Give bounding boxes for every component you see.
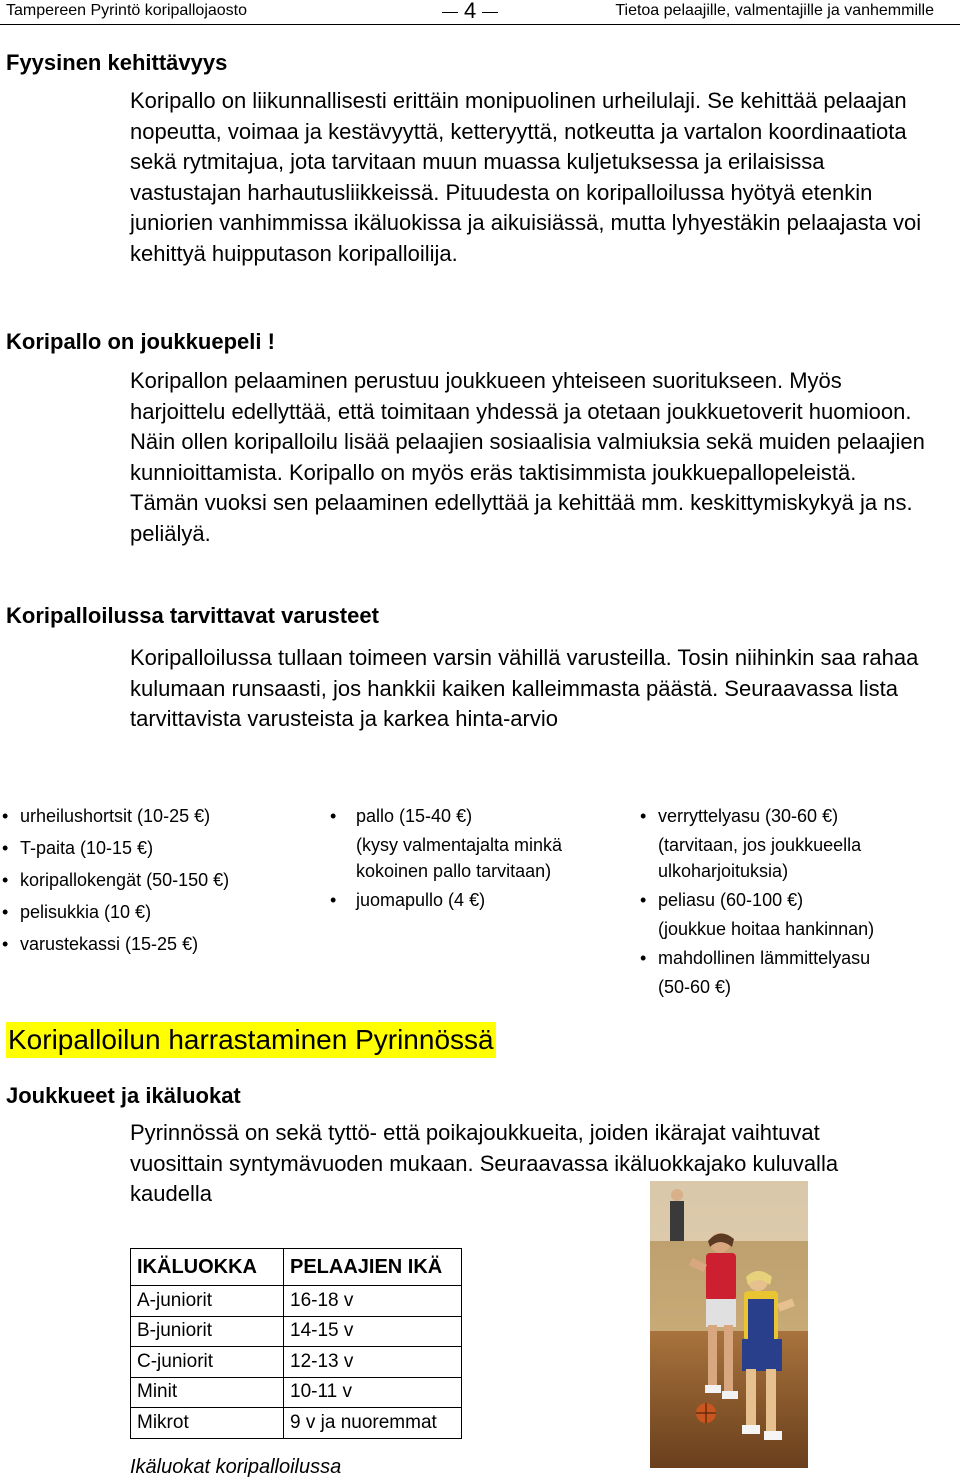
equipment-list-2 [330,800,630,916]
age-class-table [130,1248,462,1439]
table-cell: 16-18 v [284,1286,462,1317]
table-row [131,1408,462,1439]
team-paragraph: Koripallon pelaaminen perustuu joukkueen yhteiseen suoritukseen. Myös harjoittelu edellyttää, että toimitaan yhdessä ja otetaan joukkuetoverit huomioon. Näin ollen koripalloilu lisää pelaajien sosiaalisia valmiuksia sekä muiden pelaajien kunnioittamista. Koripallo on myös eräs taktisimmista joukkuepallopeleistä. Tämän vuoksi sen pelaaminen edellyttää ja kehittää mm. keskittymiskykyä ja ns. peliälyä. [130,368,925,546]
page-number-value: 4 [464,0,477,23]
table-cell: 14-15 v [284,1316,462,1347]
list-item: • T-paita (10-15 €) [2,832,302,864]
basketball-photo [650,1181,808,1468]
list-item: • verryttelyasu (30-60 €) (tarvitaan, jos joukkueella ulkoharjoituksia) [640,800,950,884]
list-item: • pallo (15-40 €) (kysy valmentajalta minkä kokoinen pallo tarvitaan) [330,800,630,884]
table-cell: Mikrot [131,1408,284,1439]
list-item: • juomapullo (4 €) [330,884,630,916]
header-right: Tietoa pelaajille, valmentajille ja vanhemmille [615,2,934,19]
equipment-list-1 [2,800,302,960]
table-cell: B-juniorit [131,1316,284,1347]
equipment-paragraph: Koripalloilussa tullaan toimeen varsin vähillä varusteilla. Tosin niihinkin saa rahaa kulumaan runsaasti, jos hankkii kaiken kalleimmasta päästä. Seuraavassa lista tarvittavista varusteista ja karkea hinta-arvio [130,645,919,732]
table-cell: C-juniorit [131,1347,284,1378]
header-divider [0,24,960,25]
page-number [436,0,504,24]
table-header: IKÄLUOKKA [131,1249,284,1286]
physical-heading: Fyysinen kehittävyys [6,50,228,75]
table-row [131,1377,462,1408]
table-header: PELAAJIEN IKÄ [284,1249,462,1286]
equipment-heading: Koripalloilussa tarvittavat varusteet [6,603,379,628]
list-item: • peliasu (60-100 €) (joukkue hoitaa hankinnan) [640,884,950,942]
table-cell: 12-13 v [284,1347,462,1378]
pyrinto-paragraph: Pyrinnössä on sekä tyttö- että poikajoukkueita, joiden ikärajat vaihtuvat vuosittain syntymävuoden mukaan. Seuraavassa ikäluokkajako kuluvalla kaudella [130,1120,839,1207]
header-left: Tampereen Pyrintö koripallojaosto [6,2,248,19]
list-item: • mahdollinen lämmittelyasu (50-60 €) [640,942,950,1000]
table-cell: Minit [131,1377,284,1408]
table-row [131,1316,462,1347]
list-item: • urheilushortsit (10-25 €) [2,800,302,832]
team-heading: Koripallo on joukkuepeli ! [6,329,275,354]
table-row [131,1347,462,1378]
teams-heading: Joukkueet ja ikäluokat [6,1083,241,1108]
table-cell: 9 v ja nuoremmat [284,1408,462,1439]
list-item: • koripallokengät (50-150 €) [2,864,302,896]
table-caption: Ikäluokat koripalloilussa [130,1456,342,1478]
table-cell: A-juniorit [131,1286,284,1317]
section-title: Koripalloilun harrastaminen Pyrinnössä [6,1022,496,1058]
equipment-list-3 [640,800,950,1000]
table-header-row [131,1249,462,1286]
table-cell: 10-11 v [284,1377,462,1408]
list-item: • varustekassi (15-25 €) [2,928,302,960]
table-row [131,1286,462,1317]
list-item: • pelisukkia (10 €) [2,896,302,928]
physical-paragraph: Koripallo on liikunnallisesti erittäin monipuolinen urheilulaji. Se kehittää pelaajan nopeutta, voimaa ja kestävyyttä, ketteryyttä, notkeutta ja vartalon koordinaatiota sekä rytmitajua, jota tarvitaan muun muassa kuljetuksessa ja erilaisissa vastustajan harhautusliikkeissä. Pituudesta on koripalloilussa hyötyä etenkin juniorien vanhimmissa ikäluokissa ja aikuisiässä, mutta lyhyestäkin pelaajasta voi kehittyä huipputason koripalloilija. [130,88,922,266]
